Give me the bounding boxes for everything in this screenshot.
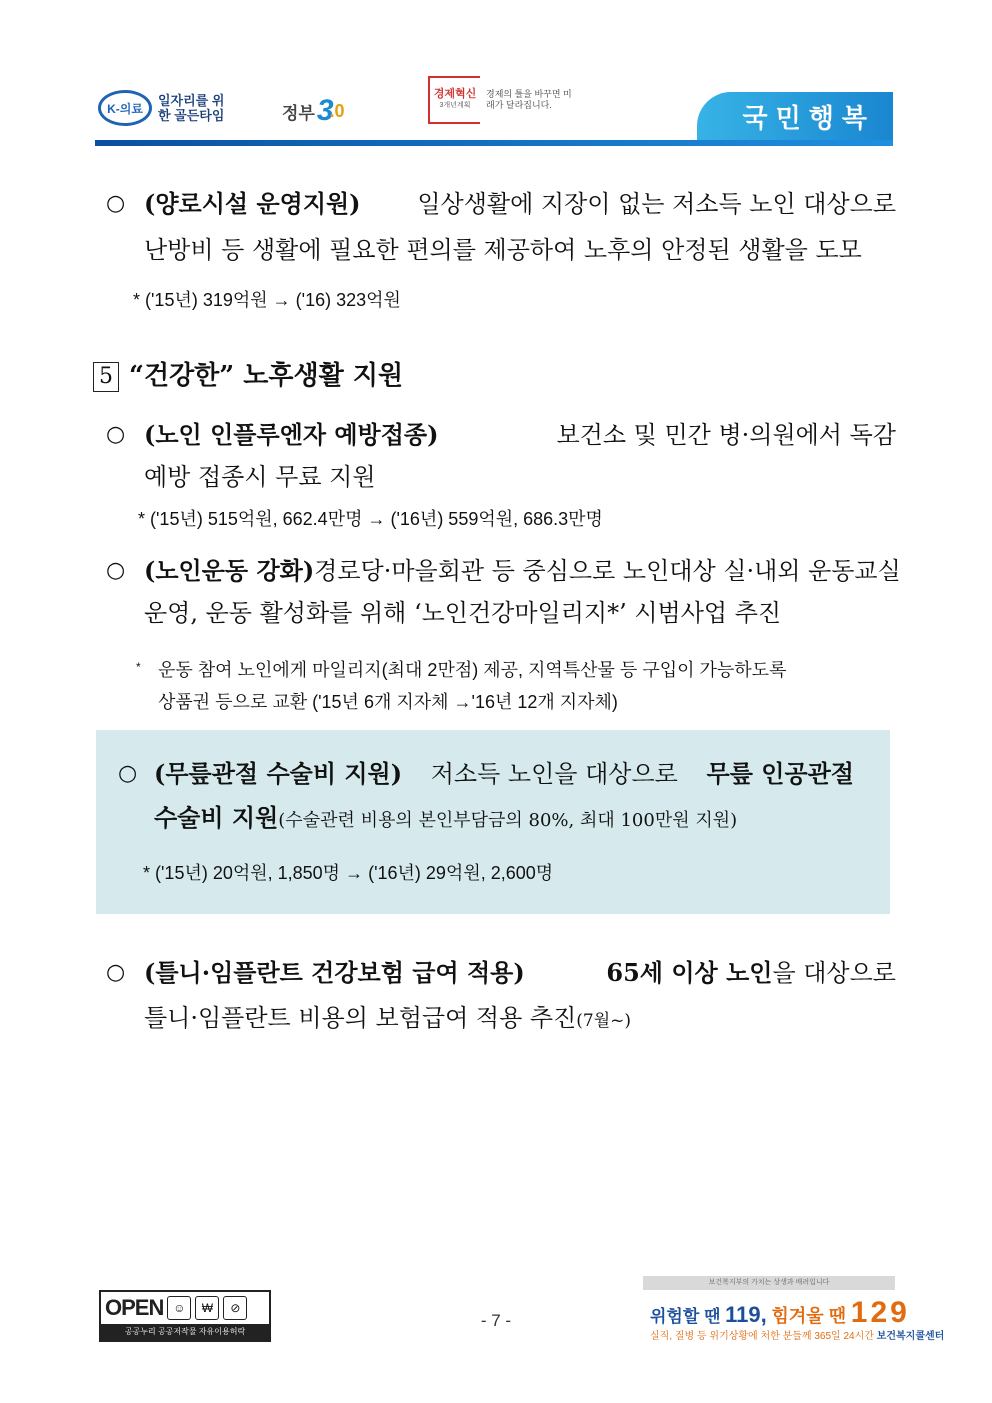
- gov-suffix: .0: [329, 100, 345, 121]
- item-2-note: * ('15년) 515억원, 662.4만명 → ('16년) 559억원, 686.3만명: [138, 509, 603, 529]
- hotline-center: 보건복지콜센터: [876, 1331, 945, 1342]
- item-5-title: (틀니·임플란트 건강보험 급여 적용): [144, 958, 525, 987]
- hotline-text-1: 위험할 땐: [650, 1307, 721, 1326]
- gov-number: 3: [316, 94, 334, 127]
- item-3-note-mark: *: [136, 660, 141, 674]
- item-1-note: * ('15년) 319억원 → ('16) 323억원: [133, 290, 401, 310]
- kmed-logo: [98, 86, 228, 130]
- item-2-line-1: [144, 420, 896, 450]
- section-title: “건강한” 노후생활 지원: [129, 361, 404, 391]
- hotline-119: 119,: [725, 1302, 767, 1327]
- item-4-note: * ('15년) 20억원, 1,850명 → ('16년) 29억원, 2,600명: [143, 863, 554, 883]
- item-2-title: (노인 인플루엔자 예방접종): [144, 420, 439, 449]
- non-commercial-icon: ₩: [195, 1296, 219, 1320]
- attribution-icon: ☺: [167, 1296, 191, 1320]
- item-4-paren: (수술관련 비용의 본인부담금의 80%, 최대 100만원 지원): [278, 810, 738, 831]
- item-5-line-1: [144, 958, 896, 988]
- item-3-line-1: [144, 556, 901, 586]
- kmed-logo-text: 일자리를 위한 골든타임: [158, 93, 225, 123]
- hotline-tagline: 보건복지부의 가치는 상생과 배려입니다: [643, 1276, 895, 1290]
- bullet: ○: [106, 191, 126, 216]
- item-1-text: 일상생활에 지장이 없는 저소득 노인 대상으로: [417, 190, 896, 218]
- item-4-title: (무릎관절 수술비 지원): [154, 759, 403, 788]
- item-4-line-2: [154, 803, 737, 836]
- gov-label: 정부: [282, 103, 315, 123]
- hotline-text-2: 힘겨울 땐: [771, 1306, 847, 1326]
- kmed-logo-mark: K-의료: [98, 90, 152, 126]
- header-divider: [95, 140, 893, 146]
- item-3-note-line-2: 상품권 등으로 교환 ('15년 6개 지자체 →'16년 12개 지자체): [158, 692, 618, 712]
- bullet: ○: [106, 558, 126, 583]
- section-heading: [93, 360, 403, 392]
- open-license-top: [101, 1292, 269, 1324]
- hotline-subtitle: [650, 1327, 944, 1342]
- item-1-title: (양로시설 운영지원): [144, 189, 361, 218]
- hotline-129: 129: [850, 1296, 910, 1329]
- open-license-caption: 공공누리 공공저작물 자유이용허락: [101, 1324, 269, 1340]
- header-banner: 국민행복: [697, 92, 893, 140]
- item-4-bold: 무릎 인공관절: [706, 759, 854, 788]
- item-1-line-1: [144, 189, 896, 219]
- open-word: OPEN: [105, 1295, 164, 1320]
- item-5-bold: 65세 이상 노인: [606, 958, 773, 987]
- item-4-bold-2: 수술비 지원: [154, 803, 279, 832]
- item-3-title: (노인운동 강화): [144, 556, 315, 585]
- item-2-text: 보건소 및 민간 병·의원에서 독감: [556, 421, 896, 449]
- economic-innovation-logo: [428, 76, 572, 124]
- eco-slogan: 경제의 틀을 바꾸면 미래가 달라집니다.: [486, 89, 572, 110]
- item-4-text: 저소득 노인을 대상으로: [430, 760, 678, 788]
- bullet: ○: [106, 422, 126, 447]
- item-5-line-2-text: 틀니·임플란트 비용의 보험급여 적용 추진: [144, 1004, 577, 1032]
- hotline-banner: [650, 1296, 910, 1330]
- page-number: - 7 -: [480, 1311, 512, 1330]
- bullet: ○: [106, 960, 126, 985]
- item-3-text: 경로당·마을회관 등 중심으로 노인대상 실·내외 운동교실: [314, 557, 901, 585]
- no-derivatives-icon: ⊘: [223, 1296, 247, 1320]
- item-3-note-line-1: 운동 참여 노인에게 마일리지(최대 2만점) 제공, 지역특산물 등 구입이 가능하도록: [158, 660, 787, 680]
- gov30-logo: [282, 94, 345, 128]
- item-4-line-1: [154, 759, 854, 789]
- eco-badge-sub: 3개년계획: [439, 102, 471, 109]
- bullet: ○: [118, 761, 138, 786]
- item-5-paren: (7월~): [576, 1011, 632, 1031]
- section-number: 5: [93, 362, 119, 392]
- item-5-text: 을 대상으로: [772, 959, 896, 987]
- item-3-line-2: 운영, 운동 활성화를 위해 ‘노인건강마일리지*’ 시범사업 추진: [144, 599, 782, 627]
- item-2-line-2: 예방 접종시 무료 지원: [144, 463, 376, 491]
- item-5-line-2: [144, 1003, 631, 1036]
- hotline-sub-text: 실직, 질병 등 위기상황에 처한 분들께 365일 24시간: [650, 1331, 874, 1342]
- item-1-line-2: 난방비 등 생활에 필요한 편의를 제공하여 노후의 안정된 생활을 도모: [144, 236, 862, 264]
- eco-badge: [428, 76, 480, 124]
- open-license-badge: [99, 1290, 271, 1342]
- eco-badge-title: 경제혁신: [433, 88, 477, 100]
